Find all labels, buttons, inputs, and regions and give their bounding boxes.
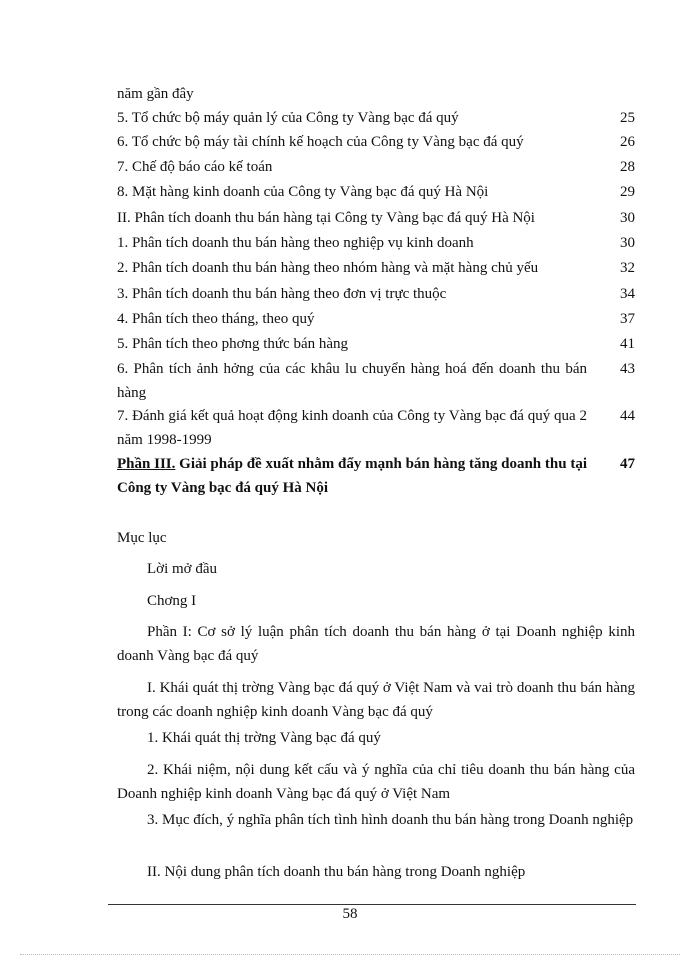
page-number: 58 bbox=[342, 906, 358, 922]
outline-paragraph: 3. Mục đích, ý nghĩa phân tích tình hình doanh thu bán hàng trong Doanh nghiệp bbox=[147, 812, 634, 828]
toc-entry-page: 44 bbox=[620, 408, 635, 424]
part-label: Phần III. bbox=[117, 456, 176, 472]
outline-heading: Mục lục bbox=[117, 530, 167, 546]
toc-entry-text: 2. Phân tích doanh thu bán hàng theo nhóm hàng và mặt hàng chủ yếu bbox=[117, 260, 539, 276]
outline-paragraph: 1. Khái quát thị trờng Vàng bạc đá quý bbox=[147, 730, 381, 746]
toc-entry bbox=[117, 130, 637, 154]
toc-entry bbox=[117, 231, 637, 255]
toc-entry bbox=[117, 256, 637, 280]
toc-entry-text: 8. Mặt hàng kinh doanh của Công ty Vàng bạc đá quý Hà Nội bbox=[117, 184, 489, 200]
toc-entry-text: 4. Phân tích theo tháng, theo quý bbox=[117, 311, 315, 327]
toc-entry bbox=[117, 155, 637, 179]
toc-entry-part3 bbox=[117, 452, 637, 500]
toc-entry-text: 5. Tổ chức bộ máy quản lý của Công ty Vàng bạc đá quý bbox=[117, 110, 459, 126]
outline-intro: Lời mở đầu bbox=[147, 561, 218, 577]
toc-entry-text bbox=[117, 452, 587, 500]
toc-entry-text: 7. Chế độ báo cáo kế toán bbox=[117, 159, 273, 175]
toc-entry-text: II. Phân tích doanh thu bán hàng tại Công ty Vàng bạc đá quý Hà Nội bbox=[117, 210, 535, 226]
toc-entry-page: 26 bbox=[620, 134, 635, 150]
outline-paragraph: 2. Khái niệm, nội dung kết cấu và ý nghĩa của chỉ tiêu doanh thu bán hàng của Doanh nghiệp kinh doanh Vàng bạc đá quý ở Việt Nam bbox=[117, 762, 635, 802]
outline-chapter: Chơng I bbox=[147, 593, 197, 609]
toc-entry-text: 3. Phân tích doanh thu bán hàng theo đơn vị trực thuộc bbox=[117, 286, 447, 302]
toc-entry-text: 6. Phân tích ảnh hởng của các khâu lu chuyển hàng hoá đến doanh thu bán hàng bbox=[117, 361, 587, 401]
toc-entry-text: 5. Phân tích theo phơng thức bán hàng bbox=[117, 336, 349, 352]
toc-entry bbox=[117, 307, 637, 331]
toc-entry-text: 6. Tổ chức bộ máy tài chính kế hoạch của Công ty Vàng bạc đá quý bbox=[117, 134, 524, 150]
toc-entry-page: 30 bbox=[620, 210, 635, 226]
toc-entry-page: 34 bbox=[620, 286, 635, 302]
toc-continuation: năm gần đây bbox=[117, 86, 194, 102]
toc-entry-page: 32 bbox=[620, 260, 635, 276]
toc-entry bbox=[117, 180, 637, 204]
toc-entry-text: 1. Phân tích doanh thu bán hàng theo nghiệp vụ kinh doanh bbox=[117, 235, 474, 251]
outline-paragraph: Phần I: Cơ sở lý luận phân tích doanh thu bán hàng ở tại Doanh nghiệp kinh doanh Vàng bạc đá quý bbox=[117, 624, 635, 664]
toc-entry bbox=[117, 282, 637, 306]
toc-entry-page: 43 bbox=[620, 361, 635, 377]
toc-entry-page: 28 bbox=[620, 159, 635, 175]
toc-entry bbox=[117, 106, 637, 130]
toc-entry-page: 37 bbox=[620, 311, 635, 327]
toc-entry-text: 7. Đánh giá kết quả hoạt động kinh doanh của Công ty Vàng bạc đá quý qua 2 năm 1998-1999 bbox=[117, 408, 587, 448]
outline-paragraph: II. Nội dung phân tích doanh thu bán hàng trong Doanh nghiệp bbox=[147, 864, 526, 880]
toc-entry bbox=[117, 332, 637, 356]
toc-entry bbox=[117, 206, 637, 230]
toc-entry-page: 47 bbox=[620, 456, 635, 472]
outline-paragraph: I. Khái quát thị trờng Vàng bạc đá quý ở Việt Nam và vai trò doanh thu bán hàng trong các doanh nghiệp kinh doanh Vàng bạc đá quý bbox=[117, 680, 635, 720]
part-title: Giải pháp đề xuất nhằm đẩy mạnh bán hàng tăng doanh thu tại Công ty Vàng bạc đá quý Hà Nội bbox=[117, 456, 588, 496]
toc-entry bbox=[117, 357, 637, 405]
toc-entry bbox=[117, 404, 637, 452]
toc-entry-page: 30 bbox=[620, 235, 635, 251]
toc-entry-page: 29 bbox=[620, 184, 635, 200]
page-edge-divider bbox=[20, 954, 680, 955]
toc-entry-page: 41 bbox=[620, 336, 635, 352]
toc-entry-page: 25 bbox=[620, 110, 635, 126]
